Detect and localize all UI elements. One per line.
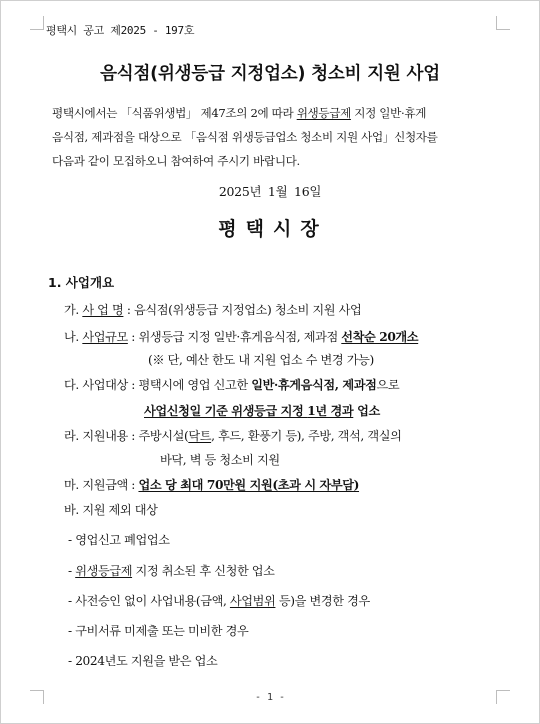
item-c-criteria: 사업신청일 기준 위생등급 지정 xyxy=(144,404,308,418)
notice-date: 2025년 1월 16일 xyxy=(218,184,322,199)
exclusion-3-text: - 사전승인 없이 사업내용(금액, xyxy=(68,594,230,608)
issuer-name: 평택시장 xyxy=(218,218,328,240)
exclusion-5: - 2024년도 지원을 받은 업소 xyxy=(68,654,218,668)
exclusion-4: - 구비서류 미제출 또는 미비한 경우 xyxy=(68,624,249,638)
item-b-label: 사업규모 xyxy=(82,330,128,344)
exclusion-2-text: 지정 취소된 후 신청한 업소 xyxy=(132,564,275,578)
item-c-line-2 xyxy=(144,402,380,419)
item-a-text: : 음식점(위생등급 지정업소) 청소비 지원 사업 xyxy=(123,303,362,317)
exclusion-3 xyxy=(68,592,370,609)
page-number: - 1 - xyxy=(254,692,286,703)
exclusion-2-underlined: 위생등급제 xyxy=(75,564,133,578)
exclusion-1: - 영업신고 폐업업소 xyxy=(68,533,170,547)
item-e-amount: 업소 당 최대 70만원 지원(초과 시 자부담) xyxy=(138,478,360,492)
item-c-period: 1년 경과 xyxy=(307,404,354,418)
exclusion-3-tail: 등)을 변경한 경우 xyxy=(275,594,370,608)
notice-number: 평택시 공고 제2025 - 197호 xyxy=(46,24,195,37)
item-a-prefix: 가. xyxy=(64,303,83,317)
item-a-label: 사 업 명 xyxy=(82,303,124,317)
item-e xyxy=(64,476,359,493)
item-e-prefix: 마. 지원금액 : xyxy=(64,478,139,492)
intro-line-1 xyxy=(52,101,494,125)
document-title: 음식점(위생등급 지정업소) 청소비 지원 사업 xyxy=(100,64,440,84)
item-b-note: (※ 단, 예산 한도 내 지원 업소 수 변경 가능) xyxy=(148,353,374,367)
item-d-line-2: 바닥, 벽 등 청소비 지원 xyxy=(160,453,280,467)
item-c-highlight: 일반·휴게음식점, 제과점 xyxy=(251,378,377,392)
intro-line-2: 음식점, 제과점을 대상으로 「음식점 위생등급업소 청소비 지원 사업」신청자를 xyxy=(52,130,438,144)
item-b-text: : 위생등급 지정 일반·휴게음식점, 제과점 xyxy=(127,330,342,344)
item-c-prefix: 다. 사업대상 : 평택시에 영업 신고한 xyxy=(64,378,252,392)
item-f: 바. 지원 제외 대상 xyxy=(64,503,158,517)
intro-line-3: 다음과 같이 모집하오니 참여하여 주시기 바랍니다. xyxy=(52,154,300,168)
exclusion-2-dash: - xyxy=(68,564,76,578)
item-b xyxy=(64,328,418,345)
item-d-prefix: 라. 지원내용 : 주방시설( xyxy=(64,429,189,443)
item-b-highlight: 선착순 20개소 xyxy=(341,330,419,344)
item-b-prefix: 나. xyxy=(64,330,83,344)
intro-line-1-underlined: 위생등급제 xyxy=(296,106,351,120)
crop-mark-top-right xyxy=(496,16,510,30)
intro-line-1-tail: 지정 일반·휴게 xyxy=(350,106,427,120)
item-d-underlined: 닥트 xyxy=(188,429,212,443)
item-d-text: , 후드, 환풍기 등), 주방, 객석, 객실의 xyxy=(211,429,402,443)
item-a xyxy=(64,301,361,318)
item-d xyxy=(64,427,402,444)
item-c-suffix: 으로 xyxy=(376,378,400,392)
crop-mark-top-left xyxy=(30,16,44,30)
item-c-tail: 업소 xyxy=(353,404,380,418)
intro-paragraph xyxy=(52,101,494,173)
exclusion-2 xyxy=(68,562,275,579)
exclusion-3-underlined: 사업범위 xyxy=(229,594,276,608)
item-c xyxy=(64,376,399,393)
section-heading: 1. 사업개요 xyxy=(48,275,115,290)
intro-line-1-text: 평택시에서는 「식품위생법」 제47조의 2에 따라 xyxy=(52,106,297,120)
